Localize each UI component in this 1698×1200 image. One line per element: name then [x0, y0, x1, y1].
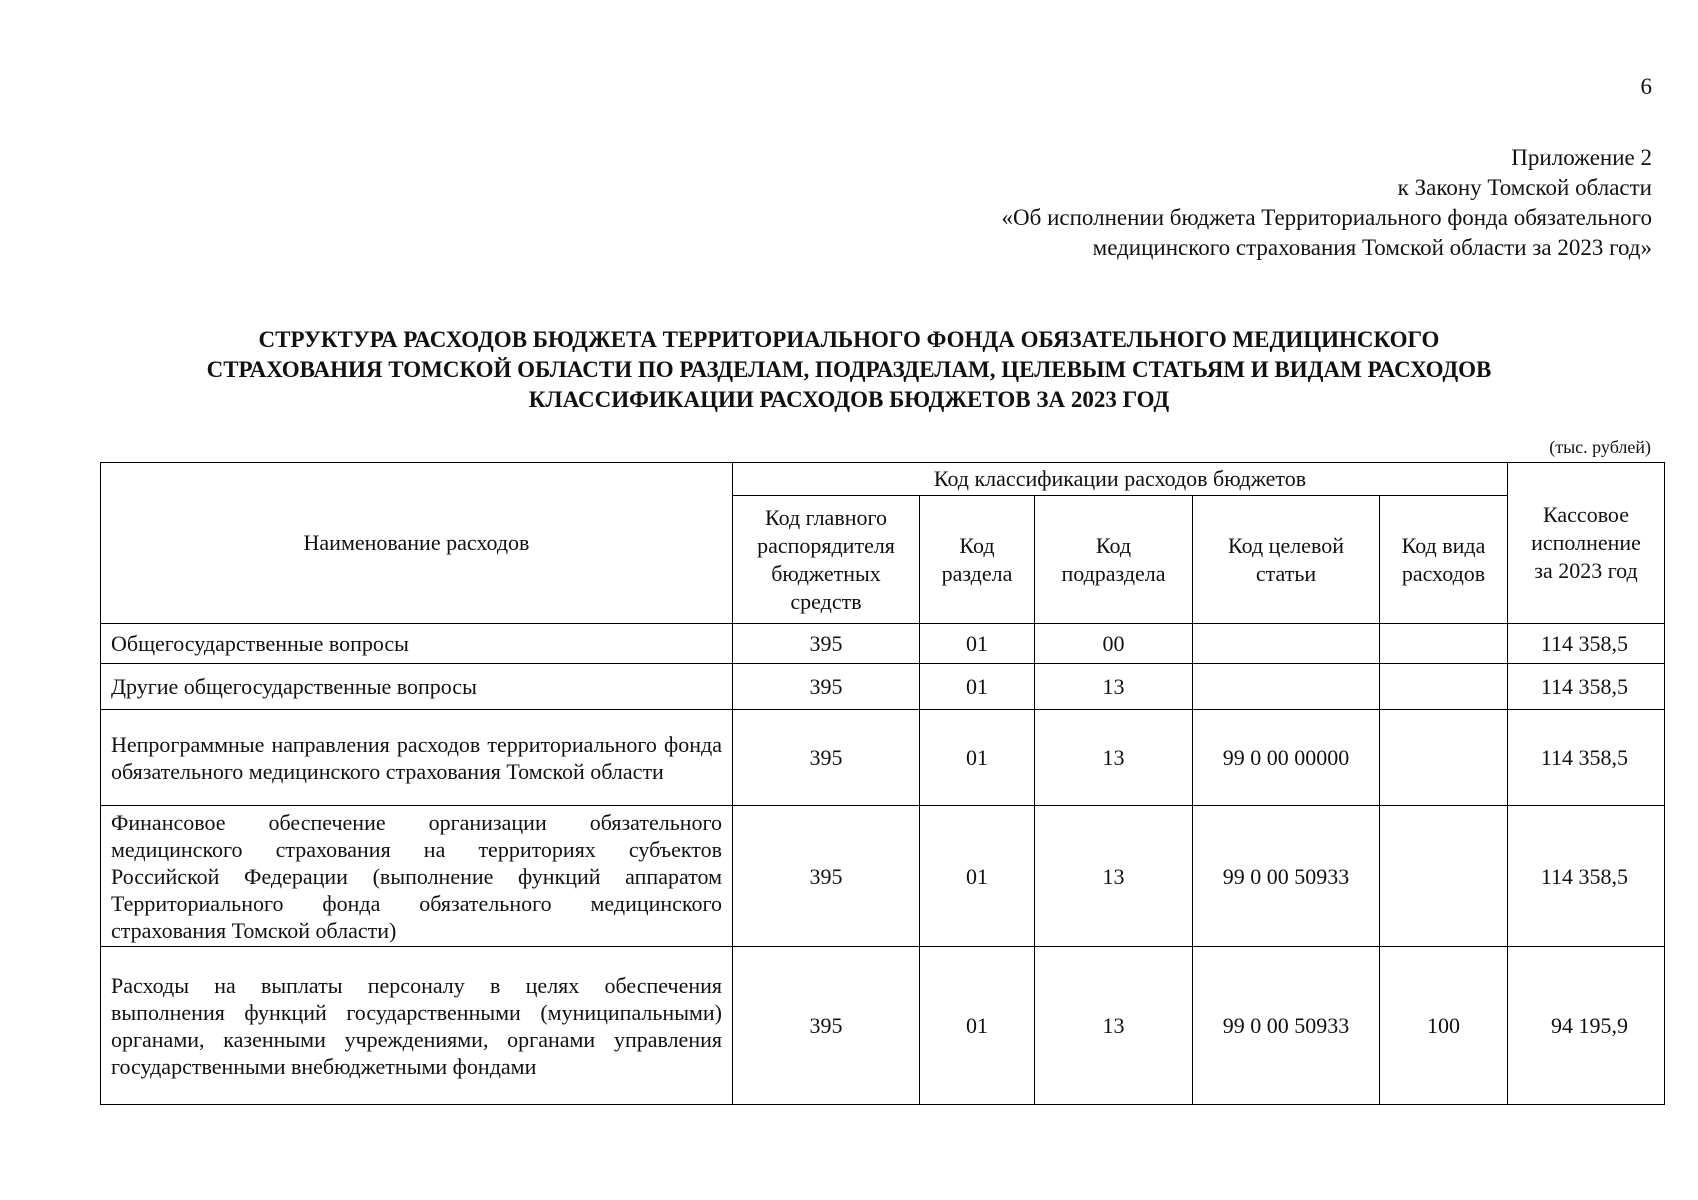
row-amount: 114 358,5: [1508, 806, 1665, 947]
appendix-line: «Об исполнении бюджета Территориального фонда обязательного: [1001, 205, 1652, 230]
row-amount: 94 195,9: [1508, 947, 1665, 1105]
header-subsection-code: [1035, 496, 1193, 624]
title-line: СТРУКТУРА РАСХОДОВ БЮДЖЕТА ТЕРРИТОРИАЛЬНОГО ФОНДА ОБЯЗАТЕЛЬНОГО МЕДИЦИНСКОГО: [258, 327, 1440, 352]
units-note: (тыс. рублей): [1549, 437, 1651, 457]
row-subsection-code: 00: [1035, 624, 1193, 664]
header-admin-line: Код главного: [765, 504, 887, 530]
row-name: Расходы на выплаты персоналу в целях обеспечения выполнения функций государственными (муниципальными) органами, казенными учреждениями, органами управления государственными внебюджетными фондами: [101, 947, 733, 1105]
row-kind-code: [1380, 806, 1508, 947]
row-admin-code: 395: [733, 947, 920, 1105]
row-target-code: [1193, 664, 1380, 710]
appendix-note: [1002, 143, 1652, 263]
table-row: [101, 624, 1665, 664]
row-name: Финансовое обеспечение организации обязательного медицинского страхования на территориях субъектов Российской Федерации (выполнение функций аппаратом Территориального фонда обязательного медицинского страхования Томской области): [101, 806, 733, 947]
row-admin-code: 395: [733, 710, 920, 806]
row-subsection-code: 13: [1035, 664, 1193, 710]
row-target-code: 99 0 00 50933: [1193, 806, 1380, 947]
header-target-line: статьи: [1255, 560, 1317, 586]
row-section-code: 01: [920, 806, 1035, 947]
row-target-code: [1193, 624, 1380, 664]
row-target-code: 99 0 00 50933: [1193, 947, 1380, 1105]
header-target-line: Код целевой: [1228, 532, 1344, 558]
row-section-code: 01: [920, 710, 1035, 806]
header-amount-line: за 2023 год: [1534, 558, 1638, 583]
header-section-line: раздела: [941, 560, 1013, 586]
row-name: Непрограммные направления расходов территориального фонда обязательного медицинского страхования Томской области: [101, 710, 733, 806]
row-amount: 114 358,5: [1508, 624, 1665, 664]
header-admin-line: бюджетных: [771, 560, 881, 586]
row-target-code: 99 0 00 00000: [1193, 710, 1380, 806]
header-name: Наименование расходов: [101, 463, 733, 624]
table-row: [101, 710, 1665, 806]
table-row: [101, 806, 1665, 947]
header-amount-line: Кассовое: [1543, 502, 1629, 527]
header-amount-line: исполнение: [1531, 530, 1641, 555]
table-row: [101, 664, 1665, 710]
row-amount: 114 358,5: [1508, 710, 1665, 806]
row-admin-code: 395: [733, 806, 920, 947]
header-admin-line: средств: [790, 588, 862, 614]
row-kind-code: [1380, 710, 1508, 806]
header-classification: Код классификации расходов бюджетов: [733, 463, 1508, 496]
document-title: [60, 325, 1638, 415]
header-subsection-line: Код: [1095, 532, 1132, 558]
row-kind-code: 100: [1380, 947, 1508, 1105]
table-row: [101, 947, 1665, 1105]
appendix-line: медицинского страхования Томской области за 2023 год»: [1092, 235, 1652, 260]
row-kind-code: [1380, 664, 1508, 710]
row-amount: 114 358,5: [1508, 664, 1665, 710]
row-section-code: 01: [920, 947, 1035, 1105]
row-subsection-code: 13: [1035, 710, 1193, 806]
appendix-line: к Закону Томской области: [1397, 175, 1652, 200]
row-admin-code: 395: [733, 664, 920, 710]
row-section-code: 01: [920, 664, 1035, 710]
header-admin-code: [733, 496, 920, 624]
header-target-code: [1193, 496, 1380, 624]
row-subsection-code: 13: [1035, 947, 1193, 1105]
header-section-line: Код: [959, 532, 995, 558]
title-line: КЛАССИФИКАЦИИ РАСХОДОВ БЮДЖЕТОВ ЗА 2023 ГОД: [528, 387, 1170, 412]
expenditure-table: [100, 462, 1665, 1105]
header-amount: [1508, 463, 1665, 624]
header-kind-line: Код вида: [1401, 532, 1486, 558]
row-section-code: 01: [920, 624, 1035, 664]
row-subsection-code: 13: [1035, 806, 1193, 947]
header-admin-line: распорядителя: [757, 532, 895, 558]
header-subsection-line: подраздела: [1061, 560, 1166, 586]
row-kind-code: [1380, 624, 1508, 664]
header-kind-line: расходов: [1401, 560, 1486, 586]
row-name: Общегосударственные вопросы: [101, 624, 733, 664]
row-name: Другие общегосударственные вопросы: [101, 664, 733, 710]
appendix-line: Приложение 2: [1511, 145, 1652, 170]
header-section-code: [920, 496, 1035, 624]
row-admin-code: 395: [733, 624, 920, 664]
header-kind-code: [1380, 496, 1508, 624]
title-line: СТРАХОВАНИЯ ТОМСКОЙ ОБЛАСТИ ПО РАЗДЕЛАМ, ПОДРАЗДЕЛАМ, ЦЕЛЕВЫМ СТАТЬЯМ И ВИДАМ РАСХОДОВ: [206, 357, 1492, 382]
page-number: 6: [1640, 74, 1652, 99]
